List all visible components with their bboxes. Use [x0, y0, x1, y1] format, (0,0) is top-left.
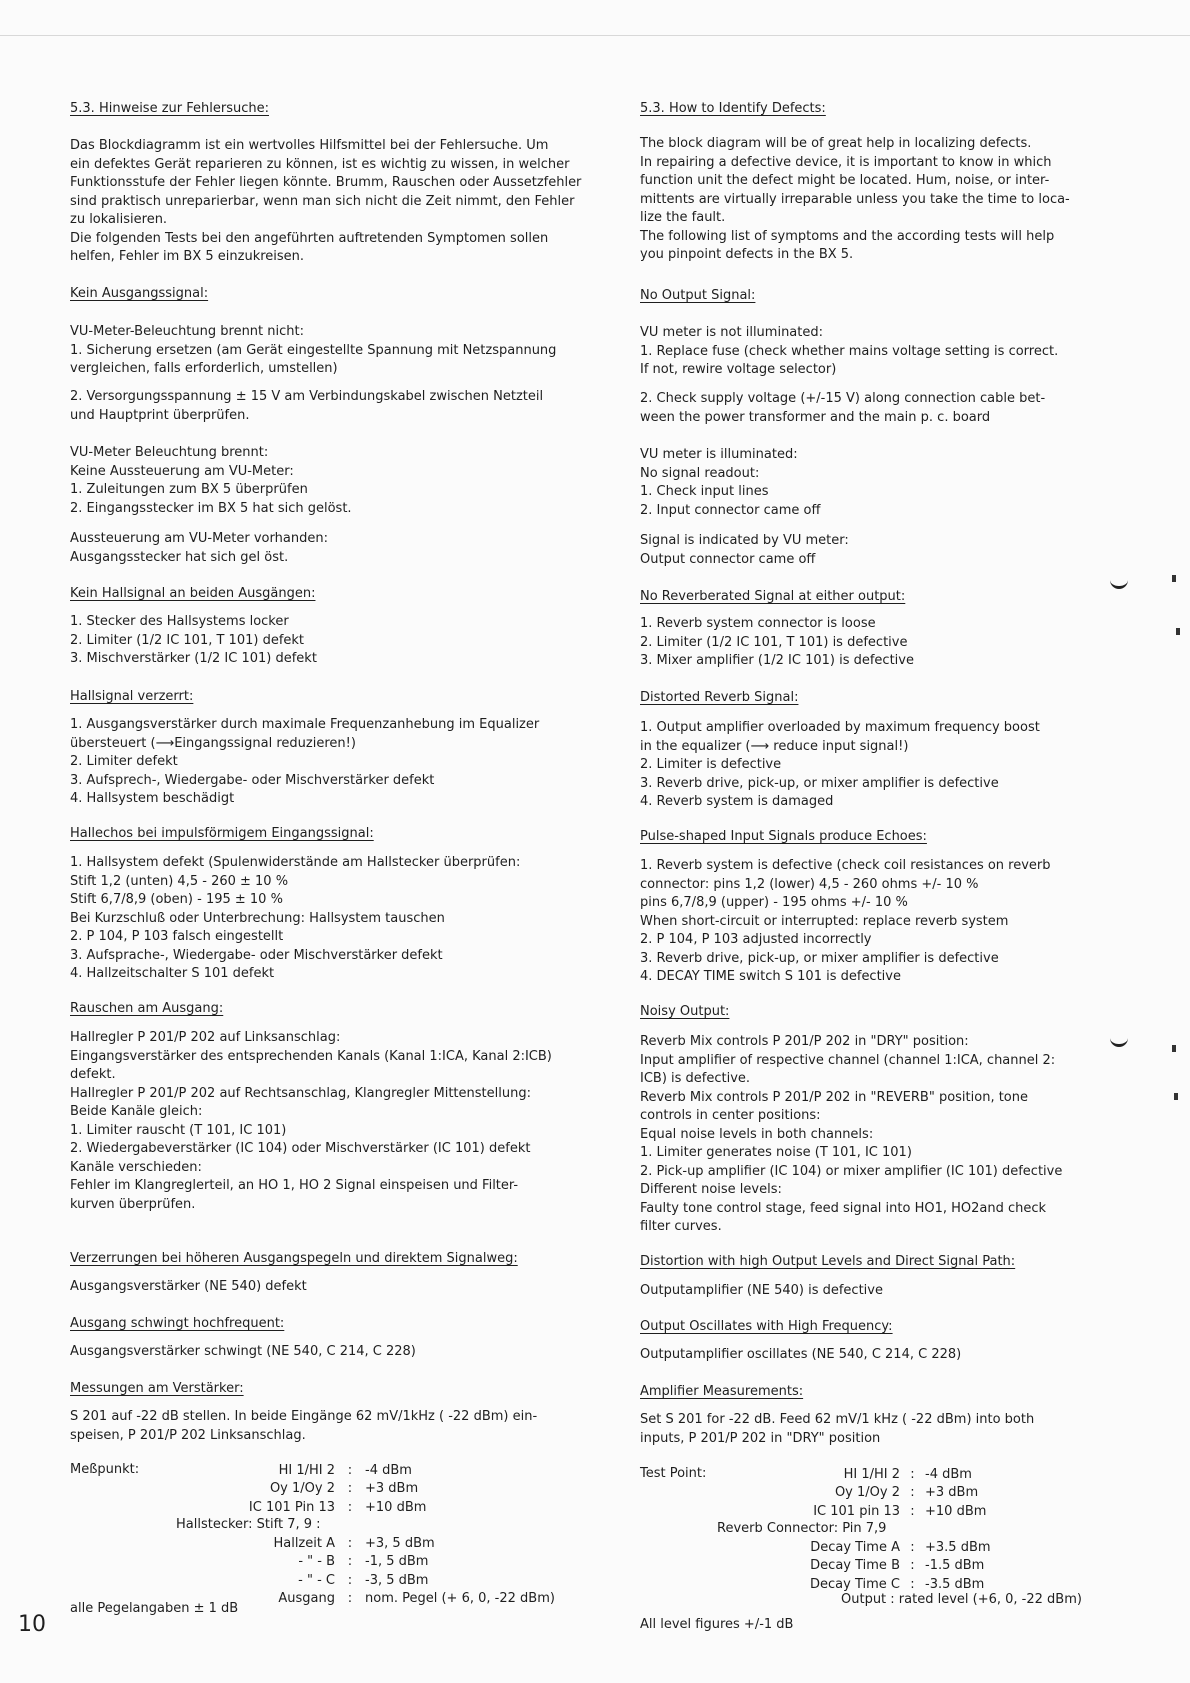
measurement-row: [240, 1590, 555, 1608]
measurement-row: [240, 1572, 555, 1590]
text-line: Das Blockdiagramm ist ein wertvolles Hilfsmittel bei der Fehlersuche. Um: [70, 138, 549, 153]
text-line: 3. Aufsprech-, Wiedergabe- oder Mischverstärker defekt: [70, 772, 435, 788]
measurement-name: - " - C: [298, 1572, 335, 1588]
scan-mark: [1110, 578, 1128, 589]
text-line: 3. Mischverstärker (1/2 IC 101) defekt: [70, 651, 317, 666]
heading-no-reverb: No Reverberated Signal at either output:: [640, 589, 906, 604]
measurement-val: +3 dBm: [925, 1485, 979, 1501]
text-line: 1. Check input lines: [640, 484, 769, 499]
measurement-sep: :: [347, 1590, 353, 1606]
text-line: Output connector came off: [640, 551, 816, 567]
text-line: VU-Meter-Beleuchtung brennt nicht:: [70, 324, 304, 339]
text-line: 3. Reverb drive, pick-up, or mixer amplifier is defective: [640, 775, 999, 791]
measurement-sep: :: [910, 1485, 915, 1501]
heading-no-output: No Output Signal:: [640, 288, 756, 303]
meas-label: Meßpunkt:: [70, 1462, 140, 1477]
text-line: VU meter is not illuminated:: [640, 325, 823, 340]
measurement-val: -1.5 dBm: [925, 1558, 985, 1574]
text-line: 2. Wiedergabeverstärker (IC 104) oder Mischverstärker (IC 101) defekt: [70, 1141, 531, 1156]
heading-echoes: Pulse-shaped Input Signals produce Echoes:: [640, 829, 927, 844]
measurement-val: +3 dBm: [365, 1481, 419, 1497]
measurement-val: -4 dBm: [365, 1463, 412, 1478]
text-line: Set S 201 for -22 dB. Feed 62 mV/1 kHz ( -22 dBm) into both: [640, 1412, 1035, 1427]
meas-table-b: [795, 1539, 991, 1594]
no-reverb-list: [70, 613, 317, 669]
measurement-val: nom. Pegel (+ 6, 0, -22 dBm): [365, 1590, 555, 1606]
measurement-val: +10 dBm: [925, 1503, 987, 1519]
measurement-sep: :: [347, 1554, 353, 1570]
text-line: Signal is indicated by VU meter:: [640, 533, 849, 548]
distorted-list: [70, 716, 539, 809]
heading-measure: Amplifier Measurements:: [640, 1384, 804, 1399]
scan-dot: [1174, 1093, 1178, 1100]
measurement-val: -1, 5 dBm: [365, 1554, 429, 1570]
text-line: 1. Sicherung ersetzen (am Gerät eingestellte Spannung mit Netzspannung: [70, 342, 557, 358]
measurement-sep: :: [910, 1540, 915, 1555]
measurement-val: -3, 5 dBm: [365, 1572, 429, 1588]
text-line: lize the fault.: [640, 210, 726, 225]
text-line: When short-circuit or interrupted: replace reverb system: [640, 913, 1009, 929]
text-line: 1. Ausgangsverstärker durch maximale Frequenzanhebung im Equalizer: [70, 717, 540, 732]
text-line: Equal noise levels in both channels:: [640, 1126, 874, 1142]
text-line: you pinpoint defects in the BX 5.: [640, 247, 854, 262]
text-line: und Hauptprint überprüfen.: [70, 407, 250, 423]
text-line: helfen, Fehler im BX 5 einzukreisen.: [70, 249, 305, 264]
oscillates-text: Ausgangsverstärker schwingt (NE 540, C 214, C 228): [70, 1344, 416, 1359]
text-line: 1. Hallsystem defekt (Spulenwiderstände am Hallstecker überprüfen:: [70, 855, 521, 870]
measurement-name: IC 101 Pin 13: [248, 1499, 335, 1515]
text-line: in the equalizer (⟶ reduce input signal!): [640, 738, 909, 754]
text-line: 1. Stecker des Hallsystems locker: [70, 614, 289, 629]
measurement-sep: :: [347, 1536, 353, 1551]
scan-mark: [1110, 1036, 1128, 1047]
measurement-row: [240, 1480, 426, 1498]
text-line: Eingangsverstärker des entsprechenden Kanals (Kanal 1:ICA, Kanal 2:ICB): [70, 1048, 552, 1064]
measurement-val: +3, 5 dBm: [365, 1536, 435, 1551]
text-line: Funktionsstufe der Fehler liegen könnte. Brumm, Rauschen oder Aussetzfehler: [70, 175, 582, 190]
no-output-block-b: [70, 388, 543, 425]
meas-connector: Hallstecker: Stift 7, 9 :: [176, 1517, 321, 1532]
page-number: 10: [18, 1612, 46, 1637]
measurement-row: [240, 1462, 426, 1480]
text-line: 4. Reverb system is damaged: [640, 794, 834, 809]
intro-paragraph: [640, 135, 1070, 265]
text-line: Input amplifier of respective channel (channel 1:ICA, channel 2:: [640, 1052, 1056, 1068]
measurement-sep: :: [347, 1499, 353, 1515]
measurement-val: +10 dBm: [365, 1499, 427, 1515]
text-line: pins 6,7/8,9 (upper) - 195 ohms +/- 10 %: [640, 895, 908, 910]
measure-text: [640, 1411, 1034, 1448]
measurement-row: [795, 1466, 986, 1484]
heading-noise: Noisy Output:: [640, 1004, 730, 1019]
meas-output: Output : rated level (+6, 0, -22 dBm): [841, 1592, 1082, 1607]
scan-dot: [1172, 575, 1176, 582]
text-line: 3. Mixer amplifier (1/2 IC 101) is defective: [640, 653, 914, 668]
meas-connector: Reverb Connector: Pin 7,9: [717, 1521, 887, 1536]
no-output-block-d: [640, 532, 849, 569]
text-line: Stift 6,7/8,9 (oben) - 195 ± 10 %: [70, 892, 283, 907]
text-line: 4. Hallsystem beschädigt: [70, 791, 235, 806]
heading-measure: Messungen am Verstärker:: [70, 1381, 244, 1396]
meas-note: All level figures +/-1 dB: [640, 1617, 794, 1632]
text-line: 2. P 104, P 103 adjusted incorrectly: [640, 932, 872, 947]
measurement-val: -3.5 dBm: [925, 1576, 985, 1592]
text-line: 1. Replace fuse (check whether mains voltage setting is correct.: [640, 343, 1059, 359]
section-title: 5.3. Hinweise zur Fehlersuche:: [70, 101, 269, 116]
text-line: defekt.: [70, 1067, 116, 1082]
no-output-block-d: [70, 530, 328, 567]
meas-table-a: [795, 1466, 986, 1521]
measurement-name: Decay Time B: [810, 1558, 900, 1574]
text-line: 1. Zuleitungen zum BX 5 überprüfen: [70, 482, 308, 497]
measurement-sep: :: [910, 1558, 915, 1574]
text-line: 2. Versorgungsspannung ± 15 V am Verbindungskabel zwischen Netzteil: [70, 389, 544, 404]
echoes-list: [640, 857, 1051, 987]
text-line: Bei Kurzschluß oder Unterbrechung: Hallsystem tauschen: [70, 910, 445, 926]
text-line: Beide Kanäle gleich:: [70, 1104, 203, 1119]
measurement-row: [795, 1557, 991, 1575]
measurement-sep: :: [347, 1481, 353, 1497]
text-line: Reverb Mix controls P 201/P 202 in "DRY" position:: [640, 1034, 969, 1049]
measurement-name: HI 1/HI 2: [278, 1463, 335, 1478]
text-line: 1. Limiter generates noise (T 101, IC 101): [640, 1145, 912, 1160]
heading-distortion-high: Verzerrungen bei höheren Ausgangspegeln und direktem Signalweg:: [70, 1251, 518, 1266]
text-line: 4. DECAY TIME switch S 101 is defective: [640, 969, 901, 984]
distortion-high-text: Outputamplifier (NE 540) is defective: [640, 1283, 883, 1298]
meas-label: Test Point:: [640, 1466, 707, 1481]
text-line: Stift 1,2 (unten) 4,5 - 260 ± 10 %: [70, 873, 289, 889]
measurement-val: -4 dBm: [925, 1467, 972, 1482]
text-line: filter curves.: [640, 1219, 722, 1234]
heading-distortion-high: Distortion with high Output Levels and Direct Signal Path:: [640, 1254, 1016, 1269]
heading-echoes: Hallechos bei impulsförmigem Eingangssignal:: [70, 826, 374, 841]
text-line: 2. Limiter (1/2 IC 101, T 101) defekt: [70, 632, 305, 648]
no-reverb-list: [640, 615, 914, 671]
measurement-name: IC 101 pin 13: [813, 1503, 900, 1519]
page-top-edge: [0, 35, 1190, 36]
measurement-row: [795, 1539, 991, 1557]
text-line: Hallregler P 201/P 202 auf Linksanschlag:: [70, 1030, 341, 1045]
text-line: VU-Meter Beleuchtung brennt:: [70, 445, 269, 460]
no-output-block-b: [640, 390, 1045, 427]
measurement-sep: :: [910, 1467, 915, 1482]
text-line: 1. Reverb system connector is loose: [640, 616, 876, 631]
measurement-name: Oy 1/Oy 2: [269, 1481, 335, 1497]
no-output-block-c: [70, 444, 352, 518]
text-line: ween the power transformer and the main p. c. board: [640, 409, 991, 425]
meas-note: alle Pegelangaben ± 1 dB: [70, 1601, 239, 1616]
text-line: 2. Limiter (1/2 IC 101, T 101) is defective: [640, 634, 908, 650]
noise-list: [70, 1029, 552, 1214]
text-line: zu lokalisieren.: [70, 212, 168, 227]
text-line: 2. Eingangsstecker im BX 5 hat sich gelöst.: [70, 500, 352, 516]
text-line: 3. Aufsprache-, Wiedergabe- oder Mischverstärker defekt: [70, 947, 443, 963]
measurement-val: +3.5 dBm: [925, 1540, 991, 1555]
text-line: controls in center positions:: [640, 1108, 821, 1123]
measurement-sep: :: [347, 1572, 353, 1588]
heading-oscillates: Ausgang schwingt hochfrequent:: [70, 1316, 285, 1331]
text-line: Aussteuerung am VU-Meter vorhanden:: [70, 531, 328, 546]
text-line: 2. Input connector came off: [640, 502, 821, 518]
text-line: Hallregler P 201/P 202 auf Rechtsanschlag, Klangregler Mittenstellung:: [70, 1085, 531, 1101]
text-line: 2. Limiter is defective: [640, 757, 782, 772]
text-line: Reverb Mix controls P 201/P 202 in "REVERB" position, tone: [640, 1089, 1028, 1105]
no-output-block-c: [640, 446, 820, 520]
intro-paragraph: [70, 137, 581, 267]
measurement-name: Oy 1/Oy 2: [834, 1485, 900, 1501]
text-line: 1. Output amplifier overloaded by maximum frequency boost: [640, 720, 1040, 735]
measurement-name: Decay Time A: [810, 1540, 900, 1555]
text-line: speisen, P 201/P 202 Linksanschlag.: [70, 1427, 306, 1443]
measurement-row: [240, 1535, 555, 1553]
measurement-row: [240, 1553, 555, 1571]
text-line: 1. Limiter rauscht (T 101, IC 101): [70, 1122, 287, 1138]
text-line: 2. Pick-up amplifier (IC 104) or mixer amplifier (IC 101) defective: [640, 1163, 1063, 1179]
measure-text: [70, 1408, 537, 1445]
text-line: 2. Check supply voltage (+/-15 V) along connection cable bet-: [640, 391, 1046, 406]
text-line: 2. Limiter defekt: [70, 754, 178, 769]
text-line: The block diagram will be of great help in localizing defects.: [640, 136, 1032, 151]
heading-distorted: Hallsignal verzerrt:: [70, 689, 194, 704]
section-title: 5.3. How to Identify Defects:: [640, 101, 826, 116]
distortion-high-text: Ausgangsverstärker (NE 540) defekt: [70, 1279, 307, 1294]
text-line: ICB) is defective.: [640, 1071, 751, 1086]
measurement-name: - " - B: [298, 1554, 335, 1570]
measurement-sep: :: [910, 1503, 915, 1519]
text-line: If not, rewire voltage selector): [640, 362, 837, 377]
oscillates-text: Outputamplifier oscillates (NE 540, C 214, C 228): [640, 1347, 962, 1362]
heading-no-output: Kein Ausgangssignal:: [70, 286, 209, 301]
text-line: mittents are virtually irreparable unless you take the time to loca-: [640, 191, 1070, 207]
text-line: inputs, P 201/P 202 in "DRY" position: [640, 1430, 881, 1446]
distorted-list: [640, 719, 1040, 812]
text-line: Keine Aussteuerung am VU-Meter:: [70, 463, 294, 479]
measurement-row: [240, 1499, 426, 1517]
meas-table-b: [240, 1535, 555, 1608]
text-line: Ausgangsstecker hat sich gel öst.: [70, 549, 289, 565]
no-output-block-a: [640, 324, 1058, 380]
text-line: 3. Reverb drive, pick-up, or mixer amplifier is defective: [640, 950, 999, 966]
heading-distorted: Distorted Reverb Signal:: [640, 690, 799, 705]
no-output-block-a: [70, 323, 556, 379]
scan-dot: [1172, 1045, 1176, 1052]
heading-oscillates: Output Oscillates with High Frequency:: [640, 1319, 893, 1334]
text-line: übersteuert (⟶Eingangssignal reduzieren!): [70, 735, 356, 751]
measurement-sep: :: [910, 1576, 915, 1592]
text-line: kurven überprüfen.: [70, 1196, 196, 1212]
text-line: No signal readout:: [640, 465, 760, 481]
text-line: vergleichen, falls erforderlich, umstellen): [70, 361, 338, 376]
text-line: connector: pins 1,2 (lower) 4,5 - 260 ohms +/- 10 %: [640, 876, 979, 892]
text-line: Kanäle verschieden:: [70, 1159, 202, 1175]
text-line: VU meter is illuminated:: [640, 447, 798, 462]
meas-table-a: [240, 1462, 426, 1517]
measurement-name: Ausgang: [278, 1590, 335, 1606]
text-line: Different noise levels:: [640, 1182, 782, 1197]
text-line: sind praktisch unreparierbar, wenn man sich nicht die Zeit nimmt, den Fehler: [70, 193, 575, 209]
text-line: The following list of symptoms and the according tests will help: [640, 228, 1055, 244]
measurement-sep: :: [347, 1463, 353, 1478]
text-line: ein defektes Gerät reparieren zu können, ist es wichtig zu wissen, in welcher: [70, 156, 570, 172]
text-line: 1. Reverb system is defective (check coil resistances on reverb: [640, 858, 1051, 873]
text-line: S 201 auf -22 dB stellen. In beide Eingänge 62 mV/1kHz ( -22 dBm) ein-: [70, 1409, 538, 1424]
measurement-name: Hallzeit A: [273, 1536, 335, 1551]
heading-noise: Rauschen am Ausgang:: [70, 1001, 224, 1016]
noise-list: [640, 1033, 1062, 1237]
heading-no-reverb: Kein Hallsignal an beiden Ausgängen:: [70, 586, 316, 601]
text-line: function unit the defect might be located. Hum, noise, or inter-: [640, 173, 1050, 188]
text-line: Fehler im Klangreglerteil, an HO 1, HO 2 Signal einspeisen und Filter-: [70, 1178, 519, 1193]
measurement-name: Decay Time C: [810, 1576, 900, 1592]
text-line: Faulty tone control stage, feed signal into HO1, HO2and check: [640, 1200, 1047, 1216]
text-line: In repairing a defective device, it is important to know in which: [640, 154, 1052, 170]
text-line: Die folgenden Tests bei den angeführten auftretenden Symptomen sollen: [70, 230, 549, 246]
echoes-list: [70, 854, 520, 984]
measurement-row: [795, 1503, 986, 1521]
text-line: 4. Hallzeitschalter S 101 defekt: [70, 966, 275, 981]
measurement-row: [795, 1484, 986, 1502]
scan-dot: [1176, 628, 1180, 635]
measurement-name: HI 1/HI 2: [843, 1467, 900, 1482]
text-line: 2. P 104, P 103 falsch eingestellt: [70, 929, 284, 944]
